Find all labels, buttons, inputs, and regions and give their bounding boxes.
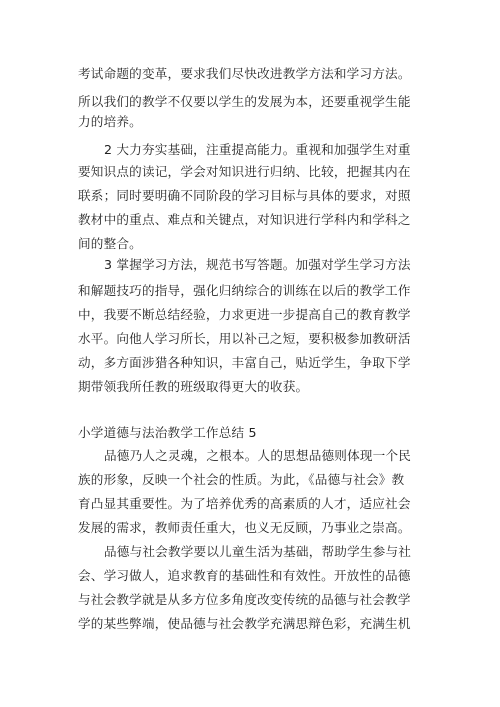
paragraph-line: 中，我要不断总结经验，力求更进一步提高自己的教育教学 (78, 307, 411, 322)
paragraph-line: 会、学习做人，追求教育的基础性和有效性。开放性的品德 (78, 568, 411, 583)
paragraph-line: 和解题技巧的指导，强化归纳综合的训练在以后的教学工作 (78, 283, 411, 298)
paragraph-line: 力的培养。 (78, 114, 142, 129)
paragraph-line: 与社会教学就是从多方位多角度改变传统的品德与社会教学 (78, 592, 411, 607)
paragraph-line: 期带领我所任教的班级取得更大的收获。 (78, 379, 309, 394)
paragraph-line: 间的整合。 (78, 236, 142, 251)
paragraph-line: 教材中的重点、难点和关键点，对知识进行学科内和学科之 (78, 212, 411, 227)
paragraph-line: 3 掌握学习方法，规范书写答题。加强对学生学习方法 (104, 257, 411, 272)
section-heading: 小学道德与法治教学工作总结 5 (78, 425, 257, 440)
paragraph-line: 动，多方面涉猎各种知识，丰富自己，贴近学生，争取下学 (78, 355, 411, 370)
paragraph-line: 联系；同时要明确不同阶段的学习目标与具体的要求，对照 (78, 188, 411, 203)
paragraph-line: 考试命题的变革，要求我们尽快改进教学方法和学习方法。 (78, 66, 411, 81)
paragraph-line: 品德乃人之灵魂，之根本。人的思想品德则体现一个民 (104, 448, 412, 463)
paragraph-line: 所以我们的教学不仅要以学生的发展为本，还要重视学生能 (78, 94, 411, 109)
paragraph-line: 族的形象，反映一个社会的性质。为此，《品德与社会》教 (78, 472, 405, 487)
paragraph-line: 2 大力夯实基础，注重提高能力。重视和加强学生对重 (104, 142, 411, 157)
paragraph-line: 发展的需求，教师责任重大，也义无反顾，乃事业之崇高。 (78, 520, 411, 535)
paragraph-line: 要知识点的读记，学会对知识进行归纳、比较，把握其内在 (78, 164, 411, 179)
paragraph-line: 品德与社会教学要以儿童生活为基础，帮助学生参与社 (104, 544, 412, 559)
paragraph-line: 学的某些弊端，使品德与社会教学充满思辩色彩，充满生机 (78, 616, 411, 631)
paragraph-line: 育凸显其重要性。为了培养优秀的高素质的人才，适应社会 (78, 496, 411, 511)
paragraph-line: 水平。向他人学习所长，用以补己之短，要积极参加教研活 (78, 331, 411, 346)
